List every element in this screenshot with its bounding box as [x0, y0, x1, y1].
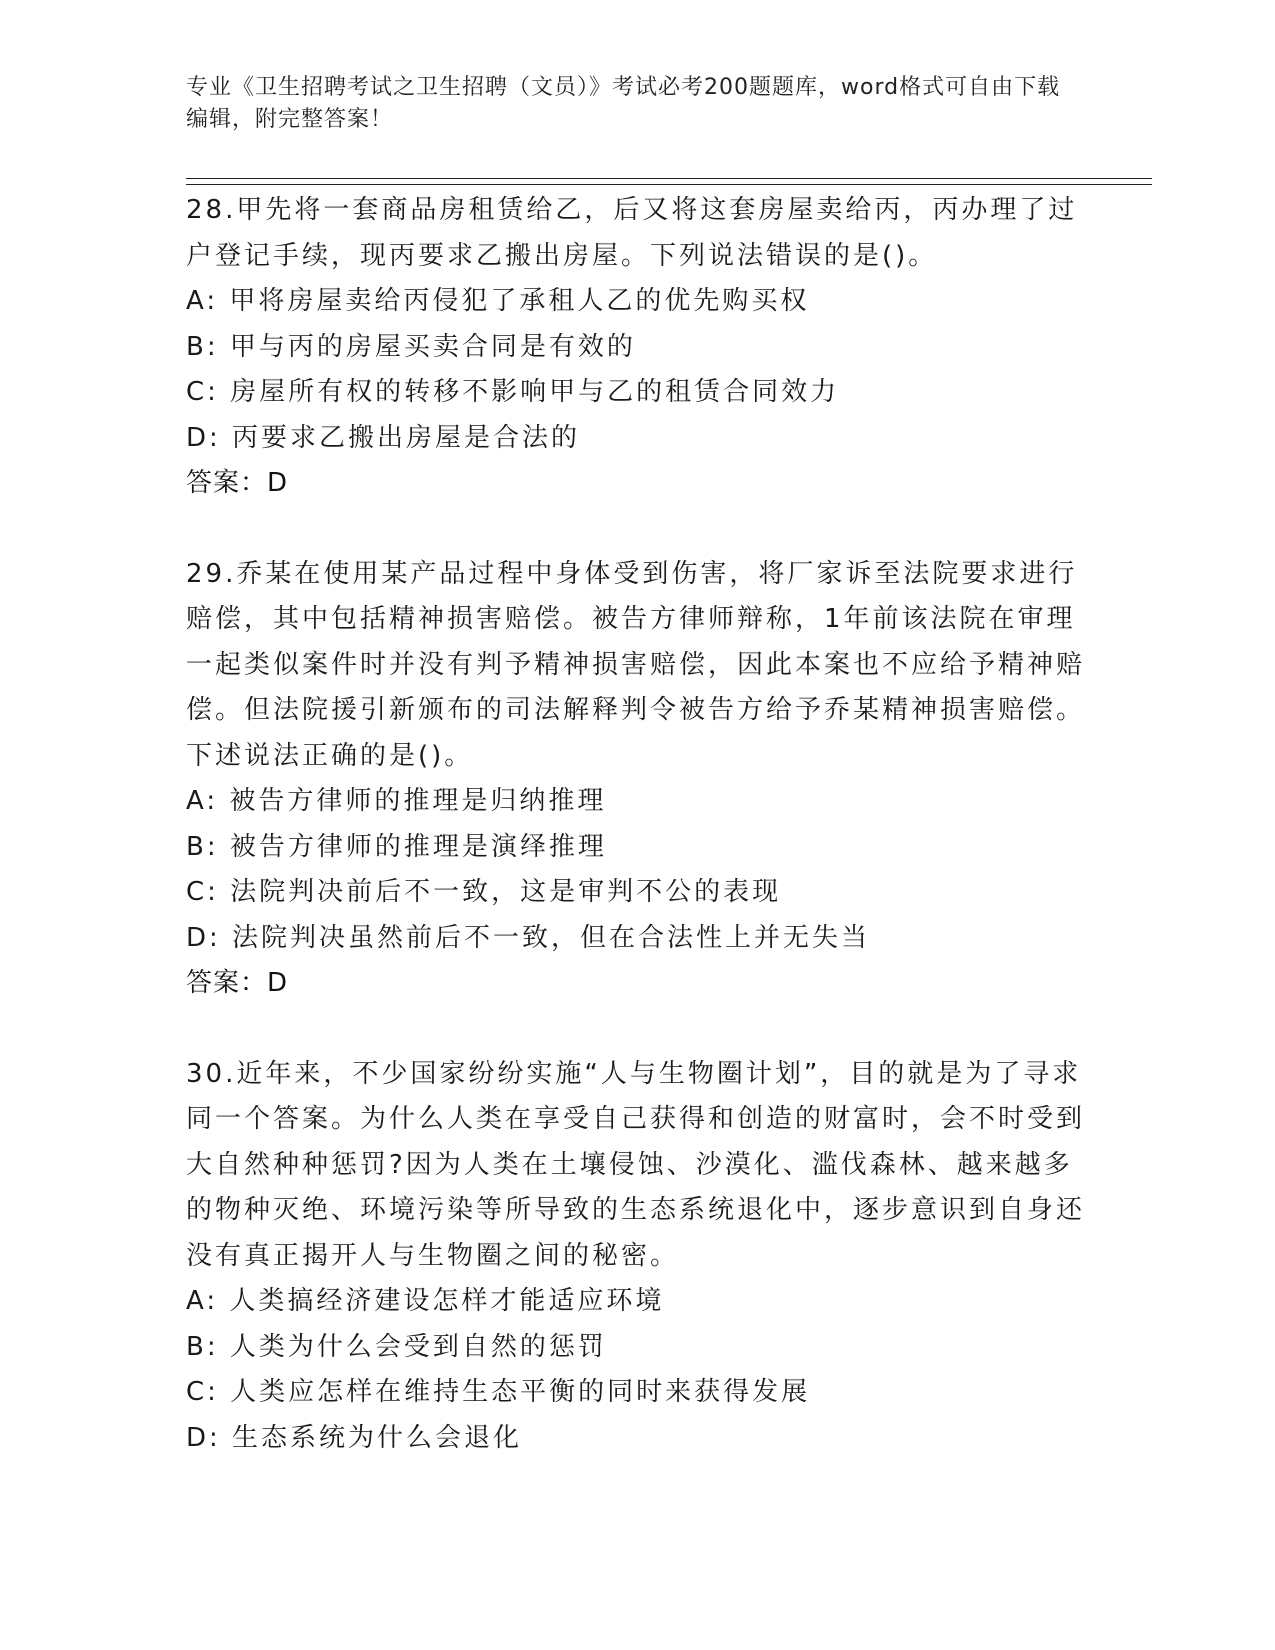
option-b: B: 人类为什么会受到自然的惩罚: [186, 1331, 607, 1362]
option-c: C: 法院判决前后不一致，这是审判不公的表现: [186, 877, 782, 907]
question-30: [186, 1052, 1086, 1462]
option-b: B: 甲与丙的房屋买卖合同是有效的: [186, 331, 636, 362]
header-divider-line: [186, 178, 1152, 179]
question-stem: 30.近年来，不少国家纷纷实施“人与生物圈计划”，目的就是为了寻求同一个答案。为什么人类在享受自己获得和创造的财富时，会不时受到大自然种种惩罚?因为人类在土壤侵蚀、沙漠化、滥伐森林、越来越多的物种灭绝、环境污染等所导致的生态系统退化中，逐步意识到自身还没有真正揭开人与生物圈之间的秘密。: [186, 1058, 1086, 1271]
answer: 答案：D: [186, 468, 289, 498]
option-a: A: 被告方律师的推理是归纳推理: [186, 786, 607, 816]
option-d: D: 丙要求乙搬出房屋是合法的: [186, 422, 581, 453]
option-b: B: 被告方律师的推理是演绎推理: [186, 831, 607, 862]
question-stem: 29.乔某在使用某产品过程中身体受到伤害，将厂家诉至法院要求进行赔偿，其中包括精神损害赔偿。被告方律师辩称，1年前该法院在审理一起类似案件时并没有判予精神损害赔偿，因此本案也不应给予精神赔偿。但法院援引新颁布的司法解释判令被告方给予乔某精神损害赔偿。下述说法正确的是()。: [186, 558, 1086, 771]
option-c: C: 人类应怎样在维持生态平衡的同时来获得发展: [186, 1377, 811, 1407]
option-d: D: 生态系统为什么会退化: [186, 1422, 523, 1453]
option-a: A: 人类搞经济建设怎样才能适应环境: [186, 1286, 665, 1316]
question-spacer: [186, 1007, 1086, 1052]
question-spacer: [186, 507, 1086, 552]
question-list: [186, 188, 1086, 1461]
question-stem: 28.甲先将一套商品房租赁给乙，后又将这套房屋卖给丙，丙办理了过户登记手续，现丙要求乙搬出房屋。下列说法错误的是()。: [186, 195, 1078, 271]
header-divider-line-secondary: [186, 184, 1152, 185]
option-d: D: 法院判决虽然前后不一致，但在合法性上并无失当: [186, 922, 871, 953]
document-header: 专业《卫生招聘考试之卫生招聘（文员）》考试必考200题题库，word格式可自由下载编辑，附完整答案！: [186, 75, 1061, 132]
answer: 答案：D: [186, 968, 289, 998]
option-a: A: 甲将房屋卖给丙侵犯了承租人乙的优先购买权: [186, 286, 810, 316]
option-c: C: 房屋所有权的转移不影响甲与乙的租赁合同效力: [186, 377, 840, 407]
question-28: [186, 188, 1086, 507]
question-29: [186, 552, 1086, 1007]
